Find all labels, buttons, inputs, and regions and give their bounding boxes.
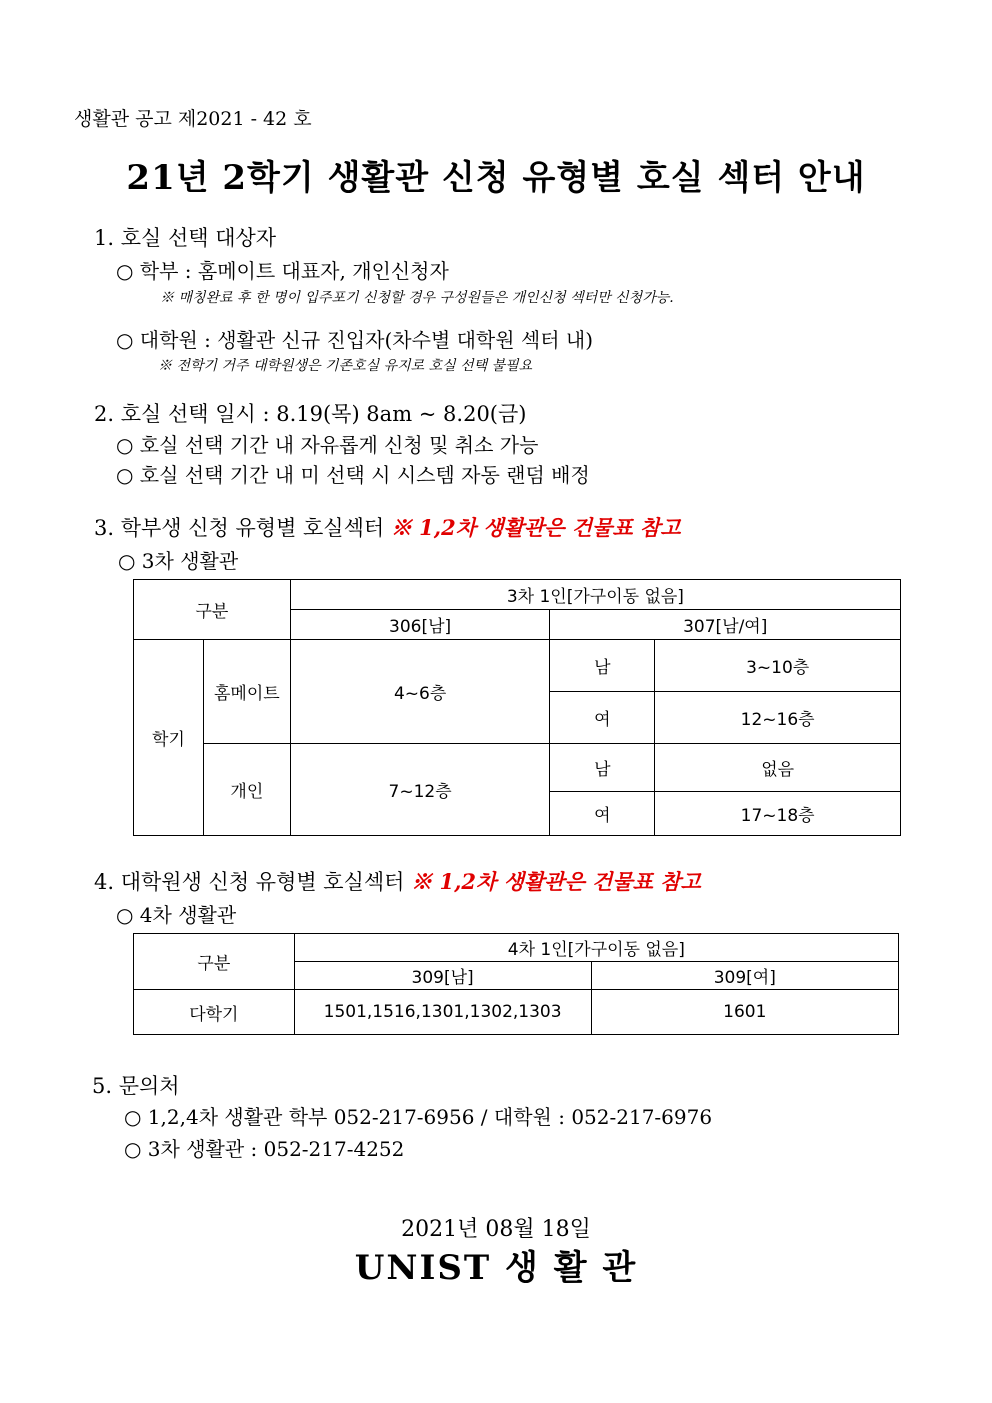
t1-individual-307-male: 없음 xyxy=(655,744,901,792)
section1-note-undergrad: ※ 매칭완료 후 한 명이 입주포기 신청할 경우 구성원들은 개인신청 섹터만 신청가능. xyxy=(160,290,674,306)
section4-sub: ○ 4차 생활관 xyxy=(116,903,237,927)
t2-col-female: 309[여] xyxy=(591,962,898,990)
t1-individual-306: 7~12층 xyxy=(290,744,550,836)
t1-homemate-307-male: 3~10층 xyxy=(655,640,901,692)
section2-item-free-cancel: ○ 호실 선택 기간 내 자유롭게 신청 및 취소 가능 xyxy=(116,433,539,457)
t1-individual-307-female: 17~18층 xyxy=(655,792,901,836)
t1-homemate-female-label: 여 xyxy=(550,692,655,744)
section4-building-ref: ※ 1,2차 생활관은 건물표 참고 xyxy=(411,869,701,894)
contact-dorm-3: ○ 3차 생활관 : 052-217-4252 xyxy=(124,1137,405,1161)
t1-col-307: 307[남/여] xyxy=(550,610,901,640)
t1-term: 학기 xyxy=(134,640,204,836)
t1-category: 구분 xyxy=(134,580,291,640)
t2-group-header: 4차 1인[가구이동 없음] xyxy=(294,934,898,962)
t1-individual-male-label: 남 xyxy=(550,744,655,792)
undergrad-sector-table xyxy=(133,579,901,836)
t1-group-header: 3차 1인[가구이동 없음] xyxy=(290,580,900,610)
section3-building-ref: ※ 1,2차 생활관은 건물표 참고 xyxy=(390,515,681,540)
section5-heading: 5. 문의처 xyxy=(92,1074,180,1098)
t1-col-306: 306[남] xyxy=(290,610,550,640)
section3-heading-text: 3. 학부생 신청 유형별 호실섹터 xyxy=(94,516,391,540)
t2-col-male: 309[남] xyxy=(294,962,591,990)
contact-dorm-124: ○ 1,2,4차 생활관 학부 052-217-6956 / 대학원 : 052-217-6976 xyxy=(124,1105,713,1129)
section1-item-grad: ○ 대학원 : 생활관 신규 진입자(차수별 대학원 섹터 내) xyxy=(116,328,594,352)
section3-heading xyxy=(94,512,680,542)
section1-item-undergrad: ○ 학부 : 홈메이트 대표자, 개인신청자 xyxy=(116,259,449,283)
section1-note-grad: ※ 전학기 거주 대학원생은 기존호실 유지로 호실 선택 불필요 xyxy=(158,358,533,374)
grad-sector-table xyxy=(133,933,899,1035)
issue-date: 2021년 08월 18일 xyxy=(401,1217,591,1242)
section3-sub: ○ 3차 생활관 xyxy=(118,549,239,573)
t1-homemate-male-label: 남 xyxy=(550,640,655,692)
section2-item-random: ○ 호실 선택 기간 내 미 선택 시 시스템 자동 랜덤 배정 xyxy=(116,463,590,487)
t1-individual-female-label: 여 xyxy=(550,792,655,836)
section2-heading: 2. 호실 선택 일시 : 8.19(목) 8am ~ 8.20(금) xyxy=(94,402,527,426)
page-title: 21년 2학기 생활관 신청 유형별 호실 섹터 안내 xyxy=(126,158,866,198)
t1-homemate-306: 4~6층 xyxy=(290,640,550,744)
notice-number: 생활관 공고 제2021 - 42 호 xyxy=(74,108,312,130)
t2-category: 구분 xyxy=(134,934,295,990)
t2-male-rooms: 1501,1516,1301,1302,1303 xyxy=(294,990,591,1035)
t2-row-label: 다학기 xyxy=(134,990,295,1035)
section1-heading: 1. 호실 선택 대상자 xyxy=(94,226,277,250)
t2-female-rooms: 1601 xyxy=(591,990,898,1035)
section4-heading-text: 4. 대학원생 신청 유형별 호실섹터 xyxy=(94,870,412,894)
t1-individual: 개인 xyxy=(203,744,290,836)
section4-heading xyxy=(94,866,701,896)
organization-name: UNIST 생 활 관 xyxy=(354,1248,638,1288)
t1-homemate-307-female: 12~16층 xyxy=(655,692,901,744)
t1-homemate: 홈메이트 xyxy=(203,640,290,744)
